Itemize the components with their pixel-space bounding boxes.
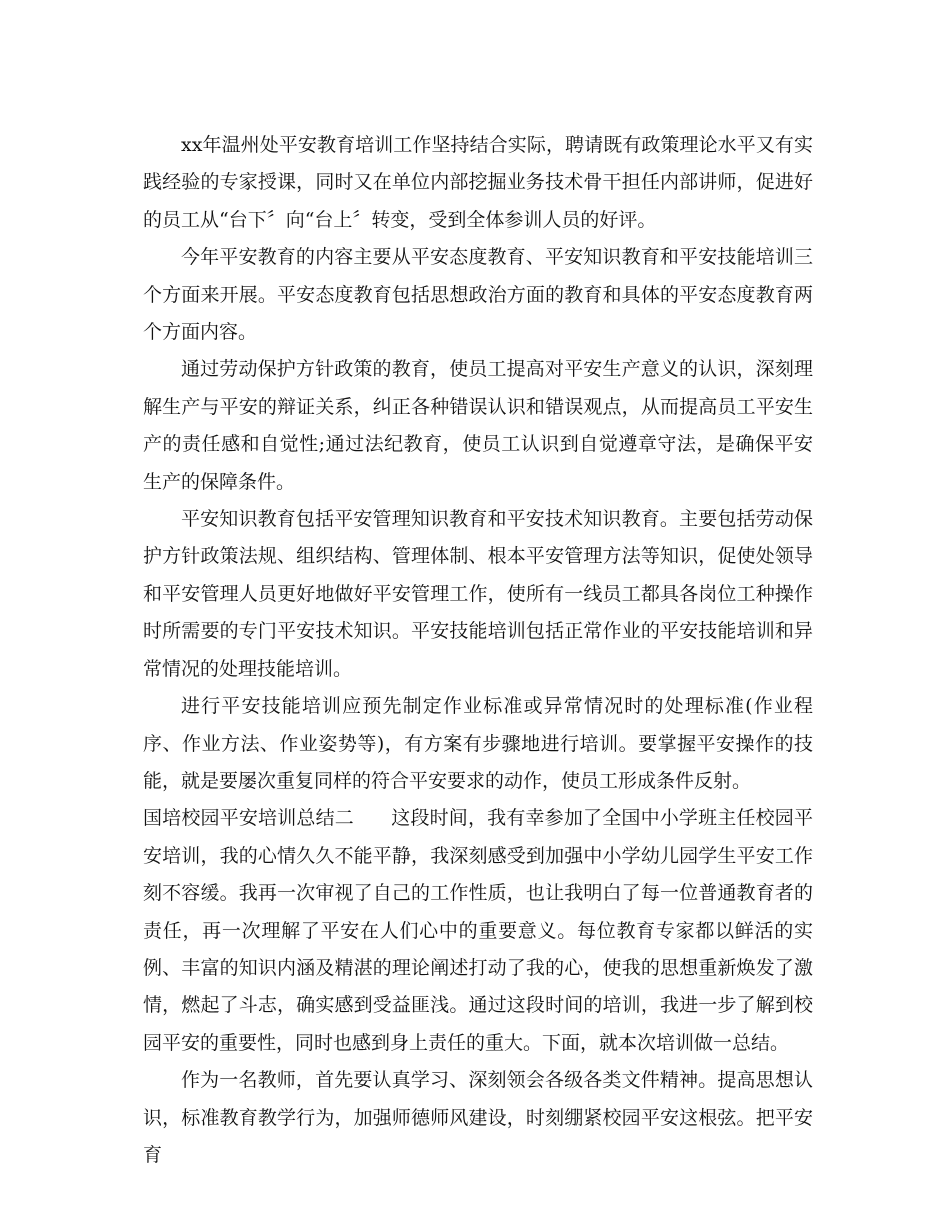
paragraph-3: 通过劳动保护方针政策的教育，使员工提高对平安生产意义的认识，深刻理解生产与平安的辩证关系，纠正各种错误认识和错误观点，从而提高员工平安生产的责任感和自觉性;通过法纪教育，使员工认识到自觉遵章守法，是确保平安生产的保障条件。: [143, 358, 813, 493]
section-title: 国培校园平安培训总结二: [143, 807, 354, 830]
paragraph-2: 今年平安教育的内容主要从平安态度教育、平安知识教育和平安技能培训三个方面来开展。平安态度教育包括思想政治方面的教育和具体的平安态度教育两个方面内容。: [143, 246, 813, 344]
document-body: [143, 127, 813, 1174]
section-gap: [354, 807, 391, 829]
paragraph-5: 进行平安技能培训应预先制定作业标准或异常情况时的处理标准(作业程序、作业方法、作业姿势等)，有方案有步骤地进行培训。要掌握平安操作的技能，就是要屡次重复同样的符合平安要求的动作，使员工形成条件反射。: [143, 695, 813, 792]
paragraph-1: xx年温州处平安教育培训工作坚持结合实际，聘请既有政策理论水平又有实践经验的专家授课，同时又在单位内部挖掘业务技术骨干担任内部讲师，促进好的员工从“台下〞向“台上〞转变，受到全体参训人员的好评。: [143, 134, 813, 231]
paragraph-last: 作为一名教师，首先要认真学习、深刻领会各级各类文件精神。提高思想认识，标准教育教学行为，加强师德师风建设，时刻绷紧校园平安这根弦。把平安育: [143, 1069, 813, 1166]
paragraph-4: 平安知识教育包括平安管理知识教育和平安技术知识教育。主要包括劳动保护方针政策法规、组织结构、管理体制、根本平安管理方法等知识，促使处领导和平安管理人员更好地做好平安管理工作，使所有一线员工都具各岗位工种操作时所需要的专门平安技术知识。平安技能培训包括正常作业的平安技能培训和异常情况的处理技能培训。: [143, 508, 813, 680]
section-body: 这段时间，我有幸参加了全国中小学班主任校园平安培训，我的心情久久不能平静，我深刻感受到加强中小学幼儿园学生平安工作刻不容缓。我再一次审视了自己的工作性质，也让我明白了每一位普通教育者的责任，再一次理解了平安在人们心中的重要意义。每位教育专家都以鲜活的实例、丰富的知识内涵及精湛的理论阐述打动了我的心，使我的思想重新焕发了激情，燃起了斗志，确实感到受益匪浅。通过这段时间的培训，我进一步了解到校园平安的重要性，同时也感到身上责任的重大。下面，就本次培训做一总结。: [143, 807, 813, 1054]
section-paragraph: [143, 800, 813, 1062]
